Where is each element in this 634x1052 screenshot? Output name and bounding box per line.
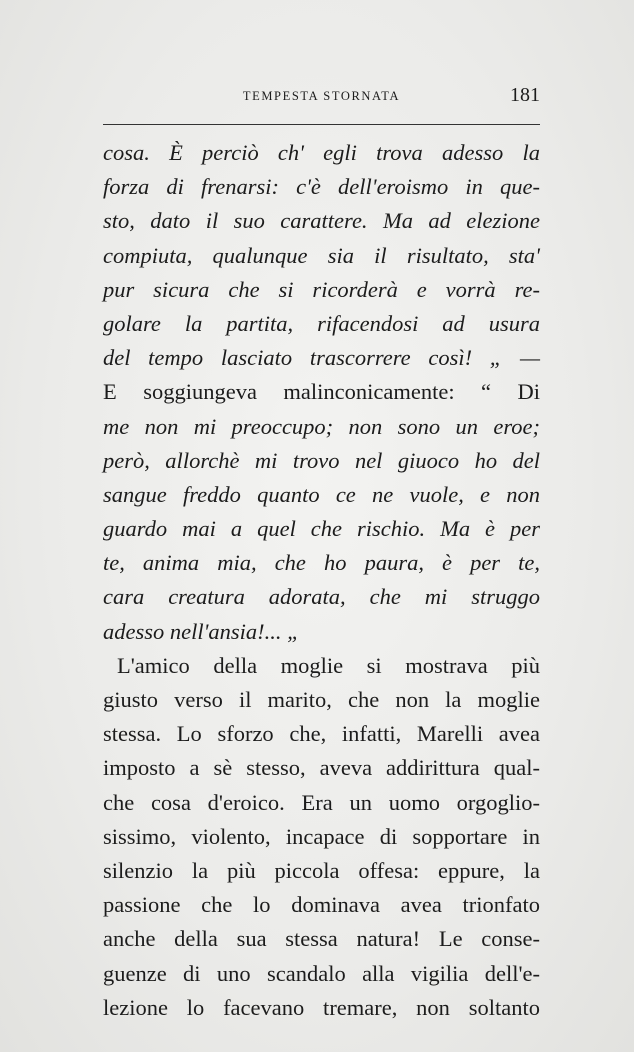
text-line: stessa. Lo sforzo che, infatti, Marelli avea	[103, 721, 540, 747]
text-line: sto, dato il suo carattere. Ma ad elezione	[103, 208, 540, 234]
text-line: me non mi preoccupo; non sono un eroe;	[103, 413, 540, 439]
text-line: forza di frenarsi: c'è dell'eroismo in que-	[103, 174, 540, 200]
text-line: imposto a sè stesso, aveva addirittura qual-	[103, 755, 540, 781]
text-line: giusto verso il marito, che non la moglie	[103, 687, 540, 712]
text-line: sangue freddo quanto ce ne vuole, e non	[103, 481, 540, 507]
page-header	[103, 82, 540, 112]
text-line: golare la partita, rifacendosi ad usura	[103, 310, 540, 336]
text-line: passione che lo dominava avea trionfato	[103, 892, 540, 918]
body-text	[103, 136, 540, 1025]
text-line: guardo mai a quel che rischio. Ma è per	[103, 516, 540, 542]
text-line: pur sicura che si ricorderà e vorrà re-	[103, 276, 540, 302]
text-line: lezione lo facevano tremare, non soltanto	[103, 994, 540, 1020]
text-line: compiuta, qualunque sia il risultato, sta'	[103, 242, 540, 268]
text-line: però, allorchè mi trovo nel giuoco ho del	[103, 447, 540, 473]
text-line: cosa. È perciò ch' egli trova adesso la	[103, 140, 540, 165]
text-line: E soggiungeva malinconicamente: “ Di	[103, 379, 540, 405]
running-title: TEMPESTA STORNATA	[242, 89, 401, 103]
text-line: adesso nell'ansia!... „	[103, 618, 300, 644]
text-line: guenze di uno scandalo alla vigilia dell'e-	[103, 960, 540, 986]
text-line: che cosa d'eroico. Era un uomo orgoglio-	[103, 789, 540, 815]
text-line: cara creatura adorata, che mi struggo	[103, 584, 540, 610]
page-number: 181	[510, 84, 540, 106]
header-rule	[103, 124, 540, 125]
text-line: anche della sua stessa natura! Le conse-	[103, 926, 540, 952]
text-line: L'amico della moglie si mostrava più	[117, 652, 540, 678]
text-line: silenzio la più piccola offesa: eppure, la	[103, 857, 540, 883]
text-line: te, anima mia, che ho paura, è per te,	[103, 550, 540, 576]
text-line: del tempo lasciato trascorrere così! „ —	[103, 345, 540, 371]
text-line: sissimo, violento, incapace di sopportare in	[103, 823, 540, 849]
